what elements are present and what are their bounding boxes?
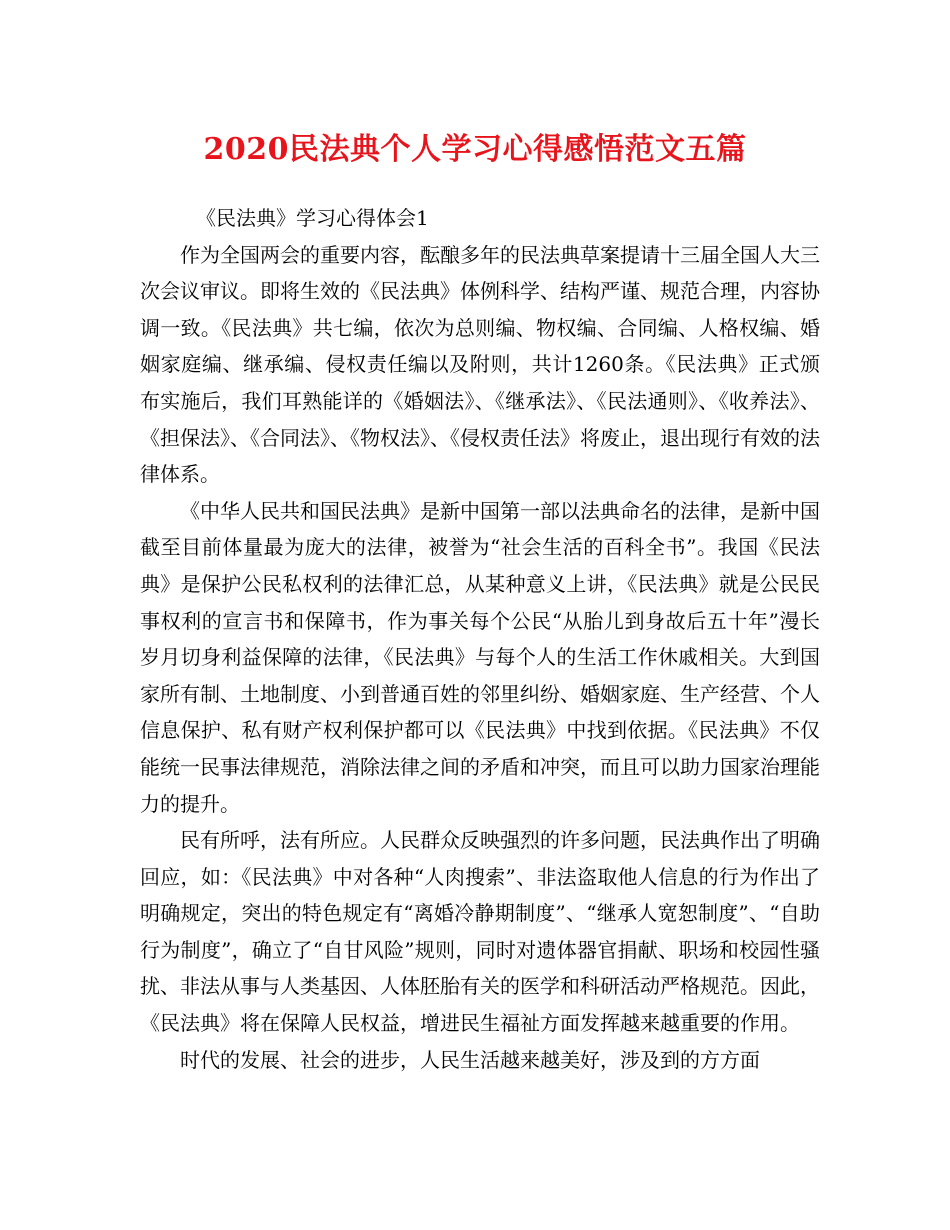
paragraph-2: 《中华人民共和国民法典》是新中国第一部以法典命名的法律，是新中国截至目前体量最为庞大的法律，被誉为“社会生活的百科全书”。我国《民法典》是保护公民私权利的法律汇总，从某种意义上讲，《民法典》就是公民民事权利的宣言书和保障书，作为事关每个公民“从胎儿到身故后五十年”漫长岁月切身利益保障的法律，《民法典》与每个人的生活工作休戚相关。大到国家所有制、土地制度、小到普通百姓的邻里纠纷、婚姻家庭、生产经营、个人信息保护、私有财产权利保护都可以《民法典》中找到依据。《民法典》不仅能统一民事法律规范，消除法律之间的矛盾和冲突，而且可以助力国家治理能力的提升。 xyxy=(140,498,820,816)
paragraph-3: 民有所呼，法有所应。人民群众反映强烈的许多问题，民法典作出了明确回应，如：《民法典》中对各种“人肉搜索”、非法盗取他人信息的行为作出了明确规定，突出的特色规定有“离婚冷静期制度”、“继承人宽恕制度”、“自助行为制度”，确立了“自甘风险”规则，同时对遗体器官捐献、职场和校园性骚扰、非法从事与人类基因、人体胚胎有关的医学和科研活动严格规范。因此，《民法典》将在保障人民权益，增进民生福祉方面发挥越来越重要的作用。 xyxy=(140,828,820,1036)
paragraph-1: 作为全国两会的重要内容，酝酿多年的民法典草案提请十三届全国人大三次会议审议。即将生效的《民法典》体例科学、结构严谨、规范合理，内容协调一致。《民法典》共七编，依次为总则编、物权编、合同编、人格权编、婚姻家庭编、继承编、侵权责任编以及附则，共计1260条。《民法典》正式颁布实施后，我们耳熟能详的《婚姻法》、《继承法》、《民法通则》、《收养法》、《担保法》、《合同法》、《物权法》、《侵权责任法》将废止，退出现行有效的法律体系。 xyxy=(140,242,820,487)
document-body xyxy=(140,200,820,1078)
paragraph-4: 时代的发展、社会的进步，人民生活越来越美好，涉及到的方方面 xyxy=(180,1047,760,1072)
document-title: 2020民法典个人学习心得感悟范文五篇 xyxy=(203,132,747,167)
section-heading: 《民法典》学习心得体会1 xyxy=(196,206,429,230)
